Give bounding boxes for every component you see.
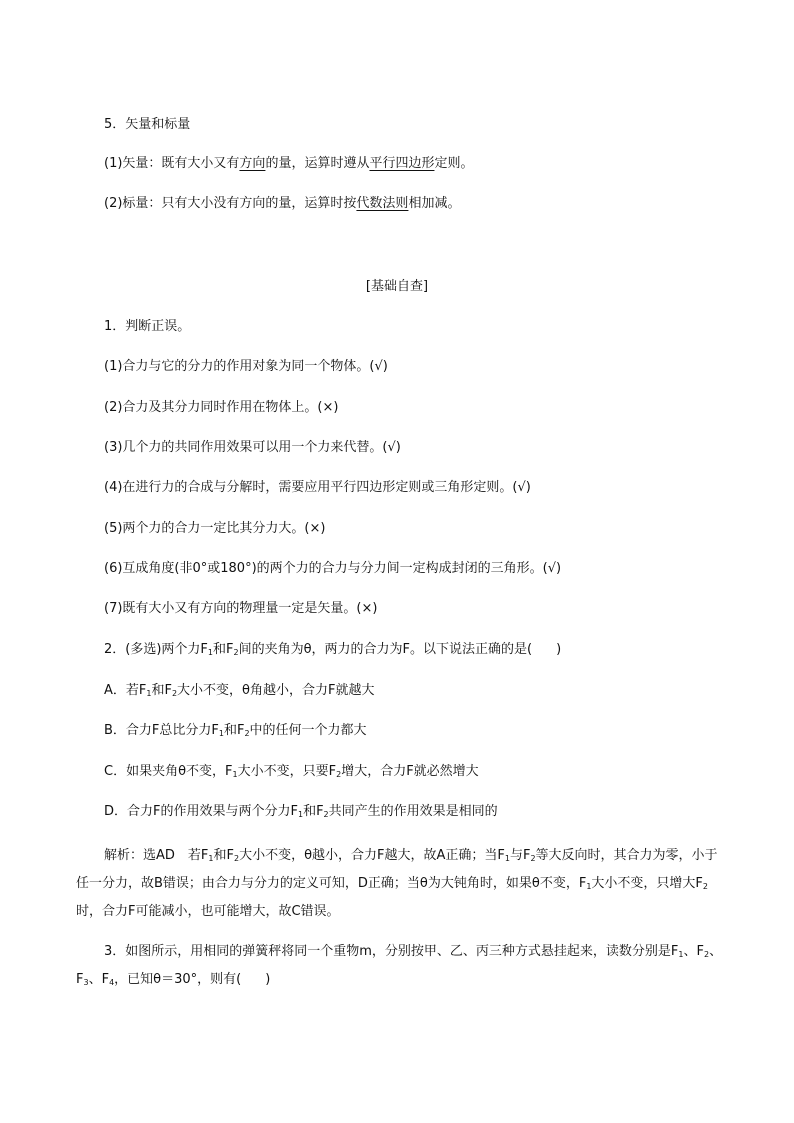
subscript: 3	[83, 978, 89, 987]
analysis-text: 和F	[213, 848, 234, 863]
option-text: 和F	[151, 683, 172, 698]
q2-stem	[104, 639, 734, 661]
section5-heading: 5．矢量和标量	[104, 117, 191, 132]
vector-underline-direction: 方向	[239, 156, 266, 171]
judge-answer: (√)	[382, 440, 401, 455]
subscript: 2	[244, 729, 250, 738]
subscript: 1	[208, 854, 214, 863]
option-text: 和F	[303, 804, 324, 819]
q3-text: 、F	[76, 944, 723, 987]
analysis-text: 等大反向时，其合力为零，小于任一分力，故B错误；由合力与分力的定义可知，D正确；当θ为大钝角时，如果θ不变，F	[76, 848, 718, 891]
judge-item	[104, 397, 734, 419]
judge-text: (5)两个力的合力一定比其分力大。	[104, 521, 305, 536]
judge-item	[104, 356, 734, 378]
judge-item	[104, 518, 734, 540]
q2-stem-text: 2．(多选)两个力F	[104, 642, 208, 657]
judge-text: (4)在进行力的合成与分解时，需要应用平行四边形定则或三角形定则。	[104, 480, 513, 495]
subscript: 2	[171, 689, 178, 698]
analysis-text: 解析：选AD 若F	[104, 848, 209, 863]
vector-text-1: (1)矢量：既有大小又有	[104, 156, 240, 171]
subscript: 1	[586, 882, 592, 891]
q2-option-d	[104, 801, 734, 823]
subscript: 1	[678, 950, 684, 959]
subscript: 1	[297, 810, 304, 819]
q3-text: 、F	[683, 944, 704, 959]
judge-answer: (√)	[512, 480, 531, 495]
option-text: 共同产生的作用效果是相同的	[328, 804, 498, 819]
judge-answer: (√)	[369, 359, 388, 374]
analysis-text: 大小不变，θ越小，合力F越大，故A正确；当F	[239, 848, 505, 863]
subscript: 2	[530, 854, 536, 863]
subscript: 1	[146, 689, 152, 698]
analysis-text: 大小不变，只增大F	[591, 876, 703, 891]
subscript: 2	[336, 770, 342, 779]
subscript: 1	[218, 729, 224, 738]
subscript: 1	[232, 770, 238, 779]
subscript: 2	[702, 882, 708, 891]
q3-text: 3．如图所示，用相同的弹簧秤将同一个重物m，分别按甲、乙、丙三种方式悬挂起来，读数分别是F	[104, 944, 679, 959]
judge-text: (1)合力与它的分力的作用对象为同一个物体。	[104, 359, 370, 374]
scalar-underline-algebra: 代数法则	[356, 196, 409, 211]
q2-option-b	[104, 720, 734, 742]
option-text: C．如果夹角θ不变，F	[104, 764, 233, 779]
judge-answer: (×)	[304, 521, 326, 536]
scalar-text-2: 相加减。	[408, 196, 461, 211]
vector-definition	[104, 153, 734, 175]
subscript: 2	[233, 854, 240, 863]
judge-answer: (×)	[356, 601, 378, 616]
subscript: 2	[233, 648, 239, 657]
q2-stem-text: )	[556, 642, 562, 657]
judge-item	[104, 598, 734, 620]
q2-stem-text: 和F	[213, 642, 234, 657]
scalar-definition	[104, 193, 734, 215]
vector-text-3: 定则。	[434, 156, 474, 171]
option-text: B．合力F总比分力F	[104, 723, 219, 738]
analysis-text: 时，合力F可能减小，也可能增大，故C错误。	[76, 904, 340, 919]
judge-answer: (×)	[317, 400, 339, 415]
q3-text: 、F	[88, 972, 110, 987]
vector-underline-parallelogram: 平行四边形	[369, 156, 435, 171]
judge-item	[104, 558, 734, 580]
subscript: 2	[704, 950, 710, 959]
judge-text: (6)互成角度(非0°或180°)的两个力的合力与分力间一定构成封闭的三角形。	[104, 561, 543, 576]
subscript: 1	[207, 648, 213, 657]
subscript: 2	[323, 810, 329, 819]
judge-item	[104, 437, 734, 459]
q2-option-a	[104, 680, 734, 702]
option-text: 中的任何一个力都大	[249, 723, 367, 738]
q2-stem-text: 间的夹角为θ，两力的合力为F。以下说法正确的是(	[238, 642, 533, 657]
option-text: 和F	[223, 723, 245, 738]
q3-stem	[76, 938, 730, 994]
scalar-text-1: (2)标量：只有大小没有方向的量，运算时按	[104, 196, 357, 211]
q3-text: )	[265, 972, 271, 987]
self-check-title: [基础自查]	[365, 279, 429, 294]
q1-title: 1．判断正误。	[104, 319, 191, 334]
judge-text: (2)合力及其分力同时作用在物体上。	[104, 400, 318, 415]
option-text: 大小不变，θ角越小，合力F就越大	[177, 683, 375, 698]
analysis-text: 与F	[509, 848, 531, 863]
q3-text: ，已知θ＝30°，则有(	[114, 972, 242, 987]
option-text: 增大，合力F就必然增大	[341, 764, 479, 779]
option-text: A．若F	[104, 683, 147, 698]
judge-item	[104, 477, 734, 499]
judge-answer: (√)	[542, 561, 562, 576]
q2-analysis	[76, 842, 730, 926]
subscript: 1	[504, 854, 510, 863]
vector-text-2: 的量，运算时遵从	[265, 156, 370, 171]
subscript: 4	[109, 978, 115, 987]
judge-text: (7)既有大小又有方向的物理量一定是矢量。	[104, 601, 357, 616]
q2-option-c	[104, 761, 734, 783]
option-text: 大小不变，只要F	[237, 764, 337, 779]
option-text: D．合力F的作用效果与两个分力F	[104, 804, 298, 819]
judge-text: (3)几个力的共同作用效果可以用一个力来代替。	[104, 440, 383, 455]
